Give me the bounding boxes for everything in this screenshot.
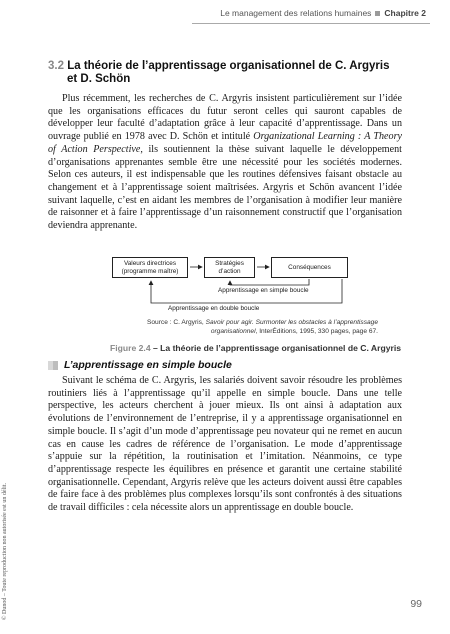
arrow-simple-loop	[230, 279, 309, 285]
section-title	[48, 60, 418, 86]
label-double-loop: Apprentissage en double boucle	[168, 305, 260, 312]
figure-caption-text: – La théorie de l’apprentissage organisationnel de C. Argyris	[150, 343, 401, 353]
source-publisher: , InterÉditions, 1995, 330 pages, page 67.	[255, 327, 378, 335]
copyright-notice: © Dunod – Toute reproduction non autorisée est un délit.	[2, 482, 8, 620]
source-book-title-end: organisationnel	[210, 327, 256, 335]
paragraph-1-text-b: , ils soutiennent la thèse suivant laquelle le développement d’organisations apprenantes semble être une nécessité pour les sociétés modernes. Selon ces auteurs, il est indispensable que les routines défensives faisant obstacle au changement et à l’apprentissage soient maîtrisées. Argyris et Schön avancent l’idée suivant laquelle, c’est en aidant les membres de l’organisation à modifier leur manière de raisonner et à faire l’apprentissage d’un raisonnement constructif que l’organisation deviendra apprenante.	[48, 143, 402, 232]
page-number: 99	[410, 598, 422, 610]
subsection-title: L’apprentissage en simple boucle	[64, 359, 232, 371]
book-title: Organizational Learning : A Theory of Action Perspective	[48, 131, 402, 155]
source-prefix: Source : C. Argyris,	[146, 319, 206, 326]
paragraph-2	[48, 375, 402, 515]
running-head	[220, 8, 426, 18]
section-title-line1: La théorie de l’apprentissage organisationnel de C. Argyris	[67, 60, 390, 72]
label-simple-loop: Apprentissage en simple boucle	[218, 287, 309, 294]
figure-source	[88, 319, 378, 336]
figure-caption	[110, 343, 410, 353]
subsection-heading	[48, 359, 232, 371]
square-bullet-icon	[375, 11, 380, 16]
box-guiding-values: Valeurs directrices (programme maître)	[112, 257, 188, 278]
header-rule	[192, 23, 430, 24]
figure-number: Figure 2.4	[110, 343, 151, 353]
box-action-strategies: Stratégies d’action	[204, 257, 255, 278]
running-title: Le management des relations humaines	[220, 8, 372, 18]
learning-loop-diagram	[112, 254, 362, 312]
paragraph-1	[48, 93, 402, 233]
paragraph-1-text-a: Plus récemment, les recherches de C. Argyris insistent particulièrement sur l’idée que les organisations efficaces du futur seront celles qui sauront capables de développer leur faculté d’adaptation grâce à leur capacité d’apprentissage. Dans un ouvrage publié en 1978 avec D. Schön et intitulé	[48, 93, 402, 143]
section-title-line2: et D. Schön	[67, 73, 131, 85]
paragraph-2-text: Suivant le schéma de C. Argyris, les salariés doivent savoir résoudre les problèmes routiniers liés à l’apprentissage qu’il appelle en simple boucle. Dans une telle perspective, les acteurs cherchent à jouer mieux. Ils ont ainsi à adaptation aux évolutions de l’environnement de l’entreprise, il y a apprentissage organisationnel en simple boucle. Il s’agit d’un mode d’apprentissage peu novateur qui ne remet en aucun cas en cause les cadres de référence de l’organisation. Le mode d’apprentissage s’appuie sur la répétition, la routinisation et l’imitation. Néanmoins, ce type d’apprentissage respecte les équilibres en présence et garantit une certaine stabilité organisationnelle. Cependant, Argyris relève que les acteurs doivent aussi être capables de faire face à des problèmes plus complexes lorsqu’ils sont confrontés à des situations de travail difficiles : cela nécessite alors un apprentissage en double boucle.	[48, 375, 402, 514]
heading-marker-icon	[48, 361, 58, 370]
section-number: 3.2	[48, 60, 64, 72]
box-consequences: Conséquences	[271, 257, 348, 278]
source-book-title: Savoir pour agir. Surmonter les obstacles à l’apprentissage	[205, 319, 378, 326]
chapter-label: Chapitre 2	[384, 8, 426, 18]
